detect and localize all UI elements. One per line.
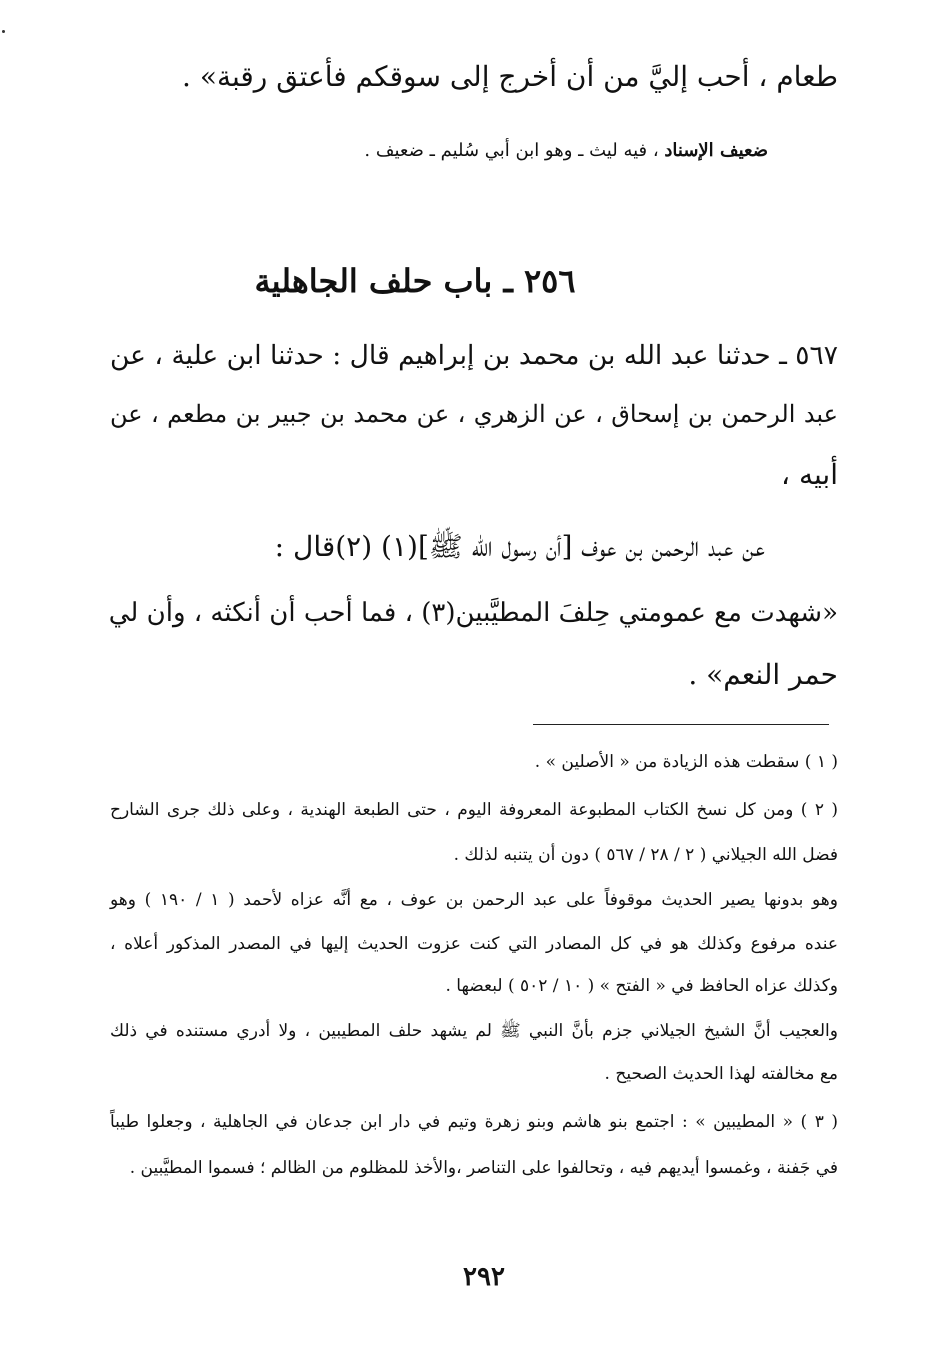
footnote-1: ( ١ ) سقطت هذه الزيادة من « الأصلين » .	[534, 752, 838, 772]
footnote-2-line-7: مع مخالفته لهذا الحديث الصحيح .	[604, 1064, 838, 1084]
grading-label: ضعيف الإسناد	[664, 140, 768, 161]
scan-speck	[2, 30, 5, 33]
footnote-2-line-2: فضل الله الجيلاني ( ٢ / ٢٨ / ٥٦٧ ) دون أن يتنبه لذلك .	[453, 845, 838, 865]
footnote-3-line-1: ( ٣ ) « المطيبين » : اجتمع بنو هاشم وبنو زهرة وتيم في دار ابن جدعان في الجاهلية ، وجعلوا طيباً	[110, 1112, 838, 1132]
footnote-2-line-1: ( ٢ ) ومن كل نسخ الكتاب المطبوعة المعروفة اليوم ، حتى الطبعة الهندية ، وعلى ذلك جرى الشارح	[110, 800, 838, 820]
grading-line	[364, 140, 768, 161]
continuation-line: طعام ، أحب إليَّ من أن أخرج إلى سوقكم فأعتق رقبة» .	[182, 60, 838, 93]
matn-line-2: حمر النعم» .	[688, 658, 838, 691]
footnote-2-line-3: وهو بدونها يصير الحديث موقوفاً على عبد الرحمن بن عوف ، مع أنَّه عزاه لأحمد ( ١ / ١٩٠ ) وهو	[110, 890, 838, 910]
chapter-title: ٢٥٦ ـ باب حلف الجاهلية	[254, 262, 576, 300]
narrator-line: عن عبد الرحمن بن عوف [أن رسول الله ﷺ](١) (٢)قال :	[274, 530, 765, 563]
grading-text: ، فيه ليث ـ وهو ابن أبي سُليم ـ ضعيف .	[364, 140, 659, 161]
footnote-2-line-5: وكذلك عزاه الحافظ في « الفتح » ( ١٠ / ٥٠٢ ) لبعضها .	[445, 976, 838, 996]
footnote-3-line-2: في جَفنة ، وغمسوا أيديهم فيه ، وتحالفوا على التناصر ،والأخذ للمظلوم من الظالم ؛ فسموا المطيَّبين .	[129, 1158, 838, 1178]
isnad-line-3: أبيه ،	[781, 458, 838, 491]
matn-line-1: «شهدت مع عمومتي حِلفَ المطيَّبين(٣) ، فما أحب أن أنكثه ، وأن لي	[108, 598, 838, 628]
isnad-line-1: ٥٦٧ ـ حدثنا عبد الله بن محمد بن إبراهيم قال : حدثنا ابن علية ، عن	[110, 340, 838, 371]
footnote-separator	[533, 724, 829, 725]
footnote-2-line-6: والعجيب أنَّ الشيخ الجيلاني جزم بأنَّ النبي ﷺ لم يشهد حلف المطيبين ، ولا أدري مستنده في ذلك	[110, 1021, 838, 1041]
isnad-line-2: عبد الرحمن بن إسحاق ، عن الزهري ، عن محمد بن جبير بن مطعم ، عن	[110, 400, 838, 428]
footnote-2-line-4: عنده مرفوع وكذلك هو في كل المصادر التي كنت عزوت الحديث إليها في المصدر المذكور أعلاه ،	[110, 934, 838, 954]
page-number: ٢٩٢	[463, 1262, 505, 1292]
